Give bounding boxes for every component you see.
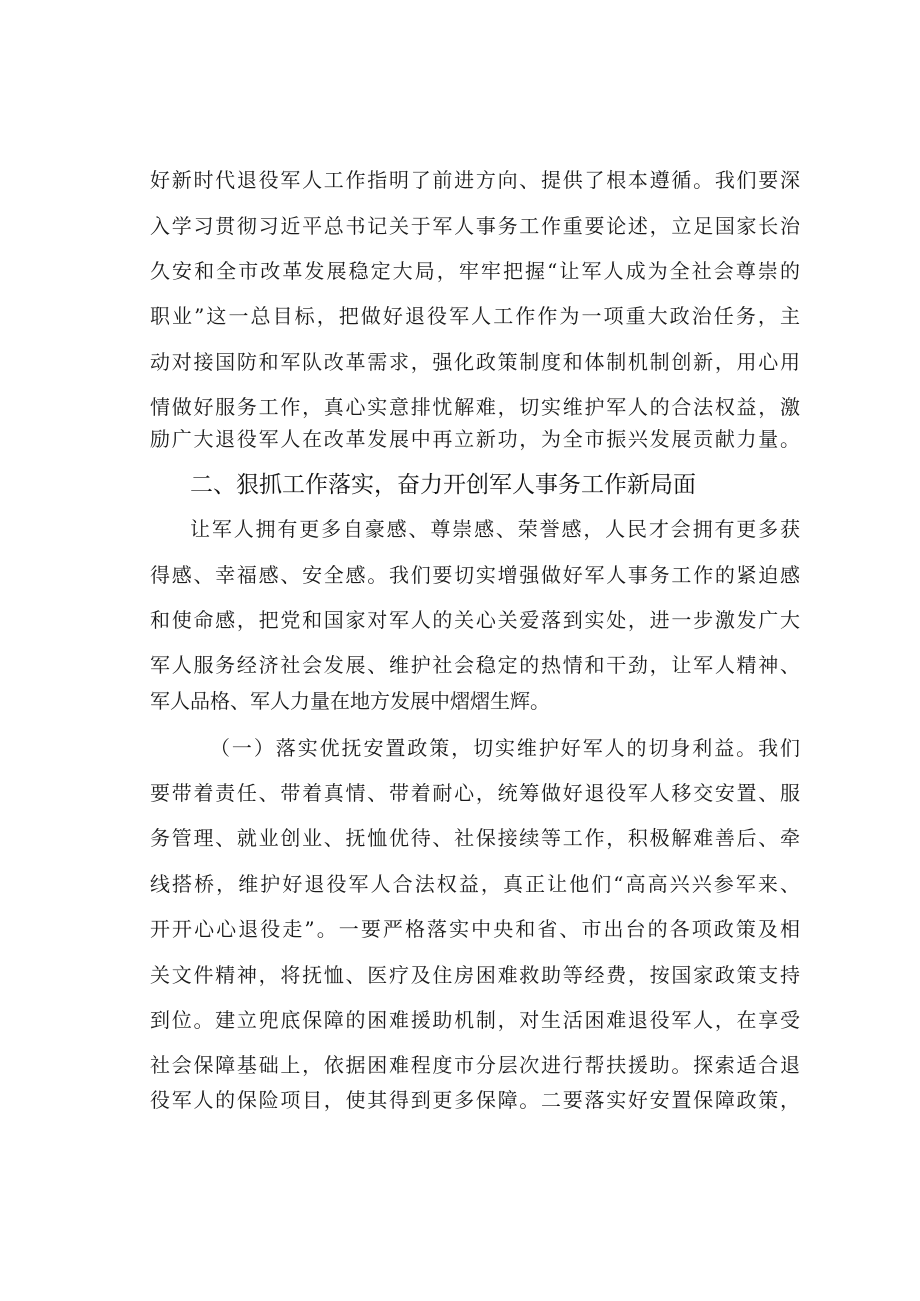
paragraph-3-line-8: 社会保障基础上，依据困难程度市分层次进行帮扶援助。探索适合退: [150, 1053, 800, 1077]
paragraph-3-line-7: 到位。建立兜底保障的困难援助机制，对生活困难退役军人，在享受: [150, 1008, 800, 1032]
paragraph-1-line-5: 动对接国防和军队改革需求，强化政策制度和体制机制创新，用心用: [150, 350, 800, 374]
paragraph-1-line-2: 入学习贯彻习近平总书记关于军人事务工作重要论述，立足国家长治: [150, 214, 800, 238]
paragraph-3-line-4: 线搭桥，维护好退役军人合法权益，真正让他们“高高兴兴参军来、: [150, 872, 800, 896]
paragraph-3-line-5: 开开心心退役走”。一要严格落实中央和省、市出台的各项政策及相: [150, 917, 800, 941]
paragraph-2-line-5: 军人品格、军人力量在地方发展中熠熠生辉。: [150, 689, 550, 713]
paragraph-1-line-3: 久安和全市改革发展稳定大局，牢牢把握“让军人成为全社会尊崇的: [150, 259, 800, 283]
paragraph-1-line-6: 情做好服务工作，真心实意排忧解难，切实维护军人的合法权益，激: [150, 395, 800, 419]
paragraph-2-line-3: 和使命感，把党和国家对军人的关心关爱落到实处，进一步激发广大: [150, 608, 800, 632]
paragraph-3-line-3: 务管理、就业创业、抚恤优待、社保接续等工作，积极解难善后、牵: [150, 826, 800, 850]
paragraph-3-line-2: 要带着责任、带着真情、带着耐心，统筹做好退役军人移交安置、服: [150, 781, 800, 805]
paragraph-3-line-6: 关文件精神，将抚恤、医疗及住房困难救助等经费，按国家政策支持: [150, 963, 800, 987]
paragraph-1-line-7: 励广大退役军人在改革发展中再立新功，为全市振兴发展贡献力量。: [150, 427, 800, 451]
paragraph-1-line-4: 职业”这一总目标，把做好退役军人工作作为一项重大政治任务，主: [150, 304, 800, 328]
paragraph-3-line-9: 役军人的保险项目，使其得到更多保障。二要落实好安置保障政策，: [150, 1088, 800, 1112]
paragraph-3-line-1: （一）落实优抚安置政策，切实维护好军人的切身利益。我们: [210, 736, 800, 760]
paragraph-2-line-2: 得感、幸福感、安全感。我们要切实增强做好军人事务工作的紧迫感: [150, 563, 800, 587]
paragraph-2-line-4: 军人服务经济社会发展、维护社会稳定的热情和干劲，让军人精神、: [150, 653, 800, 677]
paragraph-1-line-1: 好新时代退役军人工作指明了前进方向、提供了根本遵循。我们要深: [150, 168, 800, 192]
section-heading: 二、狠抓工作落实，奋力开创军人事务工作新局面: [190, 472, 696, 498]
paragraph-2-line-1: 让军人拥有更多自豪感、尊崇感、荣誉感，人民才会拥有更多获: [190, 517, 800, 541]
